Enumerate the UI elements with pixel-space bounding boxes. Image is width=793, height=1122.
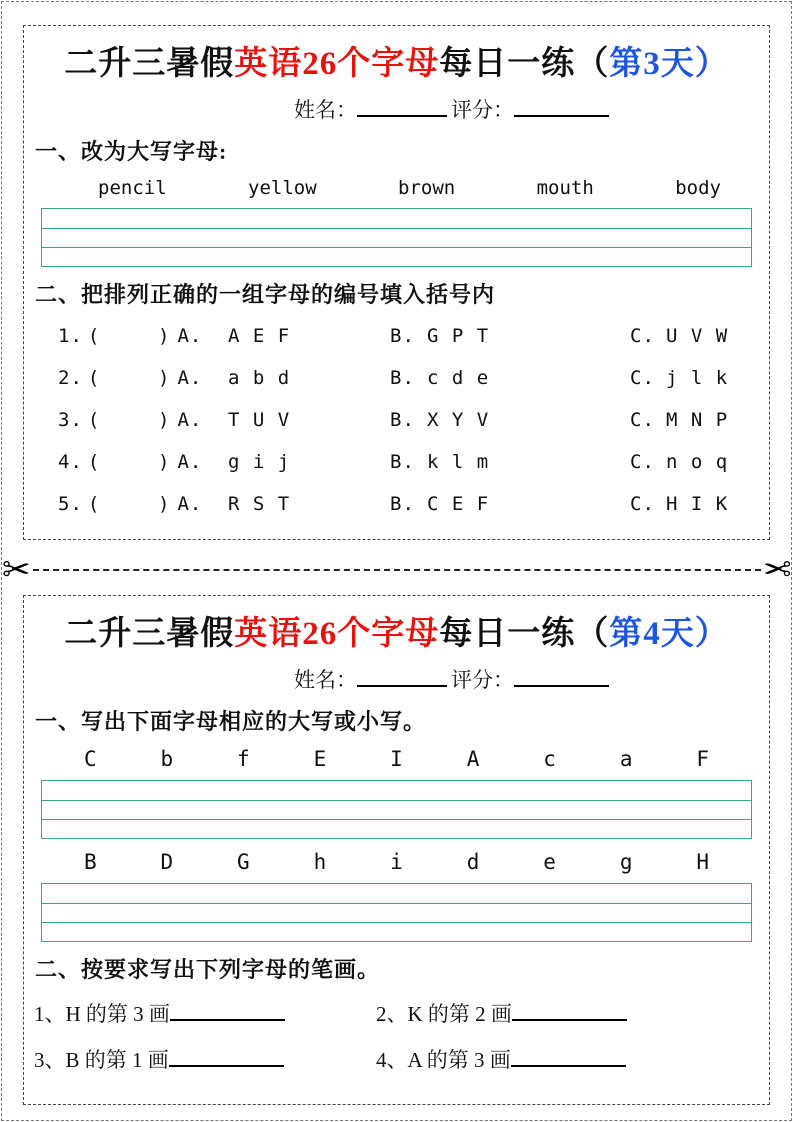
question-label: 1、H 的第 3 画 — [34, 1002, 170, 1026]
name-score-line — [24, 664, 769, 694]
row-number: 4. — [58, 451, 83, 473]
option-a-label: A. — [177, 409, 203, 431]
row-number: 2. — [58, 367, 83, 389]
option-c-label: C. — [630, 451, 655, 473]
choice-row — [24, 448, 769, 477]
score-label: 评分： — [451, 98, 514, 122]
title-highlight: 英语26个字母 — [234, 46, 440, 82]
stroke-question — [376, 998, 769, 1030]
option-c-letters: M N P — [666, 409, 729, 431]
stroke-question — [34, 1044, 376, 1076]
worksheet-title — [24, 612, 769, 656]
letter-item: c — [543, 747, 556, 771]
title-highlight: 英语26个字母 — [234, 616, 440, 652]
question-label: 4、A 的第 3 画 — [376, 1048, 511, 1072]
row-cell — [58, 322, 158, 351]
option-a-label: A. — [177, 367, 203, 389]
section-2-heading: 二、按要求写出下列字母的笔画。 — [35, 957, 381, 982]
option-c-label: C. — [630, 493, 655, 515]
letter-item: i — [390, 850, 403, 874]
option-c-letters: n o q — [666, 451, 729, 473]
choice-row — [24, 406, 769, 435]
option-a-letters: a b d — [228, 367, 291, 389]
title-paren-close: ） — [694, 616, 729, 652]
question-label: 3、B 的第 1 画 — [34, 1048, 169, 1072]
row-cell — [58, 406, 158, 435]
worksheet-title — [24, 42, 769, 86]
answer-paren-close: ) — [158, 409, 171, 431]
answer-paren-open: ( — [87, 325, 101, 347]
cut-line — [33, 569, 761, 571]
choice-row — [24, 490, 769, 519]
option-c-letters: U V W — [666, 325, 729, 347]
option-b-label: B. — [390, 451, 415, 473]
word-item: pencil — [98, 177, 167, 199]
scissors-left-icon: ✂ — [2, 550, 31, 590]
writing-line — [42, 209, 751, 228]
option-c-label: C. — [630, 409, 655, 431]
writing-line — [42, 228, 751, 247]
name-blank — [357, 667, 447, 687]
option-a-label: A. — [177, 493, 203, 515]
letter-item: a — [619, 747, 633, 771]
cut-divider — [0, 548, 793, 592]
score-blank — [514, 97, 609, 117]
writing-line — [42, 781, 751, 800]
letter-item: b — [160, 747, 174, 771]
words-row — [24, 176, 769, 200]
row-cell — [158, 322, 228, 351]
title-prefix: 二升三暑假 — [64, 616, 235, 652]
answer-blank — [170, 999, 285, 1021]
title-prefix: 二升三暑假 — [64, 46, 235, 82]
option-a-label: A. — [177, 325, 203, 347]
stroke-question-row — [24, 998, 769, 1030]
letter-item: E — [313, 747, 327, 771]
letter-item: H — [696, 850, 710, 874]
option-b-letters: k l m — [427, 451, 490, 473]
option-b-label: B. — [390, 409, 415, 431]
option-b-letters: G P T — [427, 325, 490, 347]
option-c-letters: H I K — [666, 493, 729, 515]
letter-item: G — [237, 850, 250, 874]
option-b-label: B. — [390, 367, 415, 389]
answer-paren-open: ( — [87, 451, 101, 473]
option-a-letters: R S T — [228, 493, 291, 515]
name-label: 姓名： — [294, 98, 357, 122]
option-b-label: B. — [390, 493, 415, 515]
letter-item: d — [466, 850, 480, 874]
section-2-heading: 二、把排列正确的一组字母的编号填入括号内 — [35, 282, 496, 307]
choice-row — [24, 364, 769, 393]
answer-paren-close: ) — [158, 367, 171, 389]
writing-grid — [41, 208, 752, 267]
option-a-label: A. — [177, 451, 203, 473]
row-cell — [158, 364, 228, 393]
writing-grid — [41, 883, 752, 942]
title-paren-open: （ — [575, 616, 610, 652]
letters-row — [24, 746, 769, 772]
answer-paren-open: ( — [87, 409, 101, 431]
letter-item: f — [237, 747, 250, 771]
word-item: mouth — [536, 177, 594, 199]
option-c-letters: j l k — [666, 367, 729, 389]
answer-paren-open: ( — [87, 367, 101, 389]
option-a-letters: A E F — [228, 325, 291, 347]
writing-line — [42, 247, 751, 266]
answer-blank — [512, 999, 627, 1021]
option-a-letters: T U V — [228, 409, 291, 431]
row-cell — [58, 448, 158, 477]
answer-paren-close: ) — [158, 325, 171, 347]
score-label: 评分： — [451, 668, 514, 692]
stroke-question — [34, 998, 376, 1030]
worksheet-day4 — [23, 595, 770, 1105]
row-cell — [58, 490, 158, 519]
answer-blank — [169, 1045, 284, 1067]
name-blank — [357, 97, 447, 117]
question-label: 2、K 的第 2 画 — [376, 1002, 512, 1026]
stroke-question-row — [24, 1044, 769, 1076]
section-1-heading: 一、改为大写字母: — [35, 139, 228, 164]
section-1-heading: 一、写出下面字母相应的大写或小写。 — [35, 709, 427, 734]
writing-line — [42, 800, 751, 819]
title-middle: 每日一练 — [439, 616, 576, 652]
letter-item: e — [543, 850, 556, 874]
option-c-label: C. — [630, 367, 655, 389]
letter-item: I — [390, 747, 403, 771]
word-item: yellow — [248, 177, 317, 199]
letter-item: F — [696, 747, 710, 771]
title-paren-open: （ — [575, 46, 610, 82]
letter-item: C — [83, 747, 97, 771]
letter-item: D — [160, 850, 174, 874]
title-day: 第3天 — [609, 46, 695, 82]
letter-item: B — [83, 850, 97, 874]
scissors-right-icon: ✂ — [762, 550, 791, 590]
answer-paren-close: ) — [158, 493, 171, 515]
writing-grid — [41, 780, 752, 839]
title-day: 第4天 — [609, 616, 695, 652]
row-number: 3. — [58, 409, 83, 431]
name-label: 姓名： — [294, 668, 357, 692]
option-b-letters: X Y V — [427, 409, 490, 431]
letter-item: g — [619, 850, 633, 874]
row-number: 1. — [58, 325, 83, 347]
row-number: 5. — [58, 493, 83, 515]
row-cell — [158, 406, 228, 435]
name-score-line — [24, 94, 769, 124]
writing-line — [42, 922, 751, 941]
title-middle: 每日一练 — [439, 46, 576, 82]
title-paren-close: ） — [694, 46, 729, 82]
row-cell — [58, 364, 158, 393]
writing-line — [42, 903, 751, 922]
row-cell — [158, 448, 228, 477]
option-b-letters: c d e — [427, 367, 490, 389]
choice-row — [24, 322, 769, 351]
answer-paren-close: ) — [158, 451, 171, 473]
option-b-letters: C E F — [427, 493, 490, 515]
score-blank — [514, 667, 609, 687]
word-item: body — [675, 177, 721, 199]
letter-item: A — [466, 747, 480, 771]
option-b-label: B. — [390, 325, 415, 347]
answer-blank — [511, 1045, 626, 1067]
letters-row — [24, 849, 769, 875]
writing-line — [42, 819, 751, 838]
option-a-letters: g i j — [228, 451, 291, 473]
stroke-question — [376, 1044, 769, 1076]
worksheet-day3 — [23, 25, 770, 540]
row-cell — [158, 490, 228, 519]
option-c-label: C. — [630, 325, 655, 347]
answer-paren-open: ( — [87, 493, 101, 515]
letter-item: h — [313, 850, 327, 874]
word-item: brown — [398, 177, 456, 199]
writing-line — [42, 884, 751, 903]
